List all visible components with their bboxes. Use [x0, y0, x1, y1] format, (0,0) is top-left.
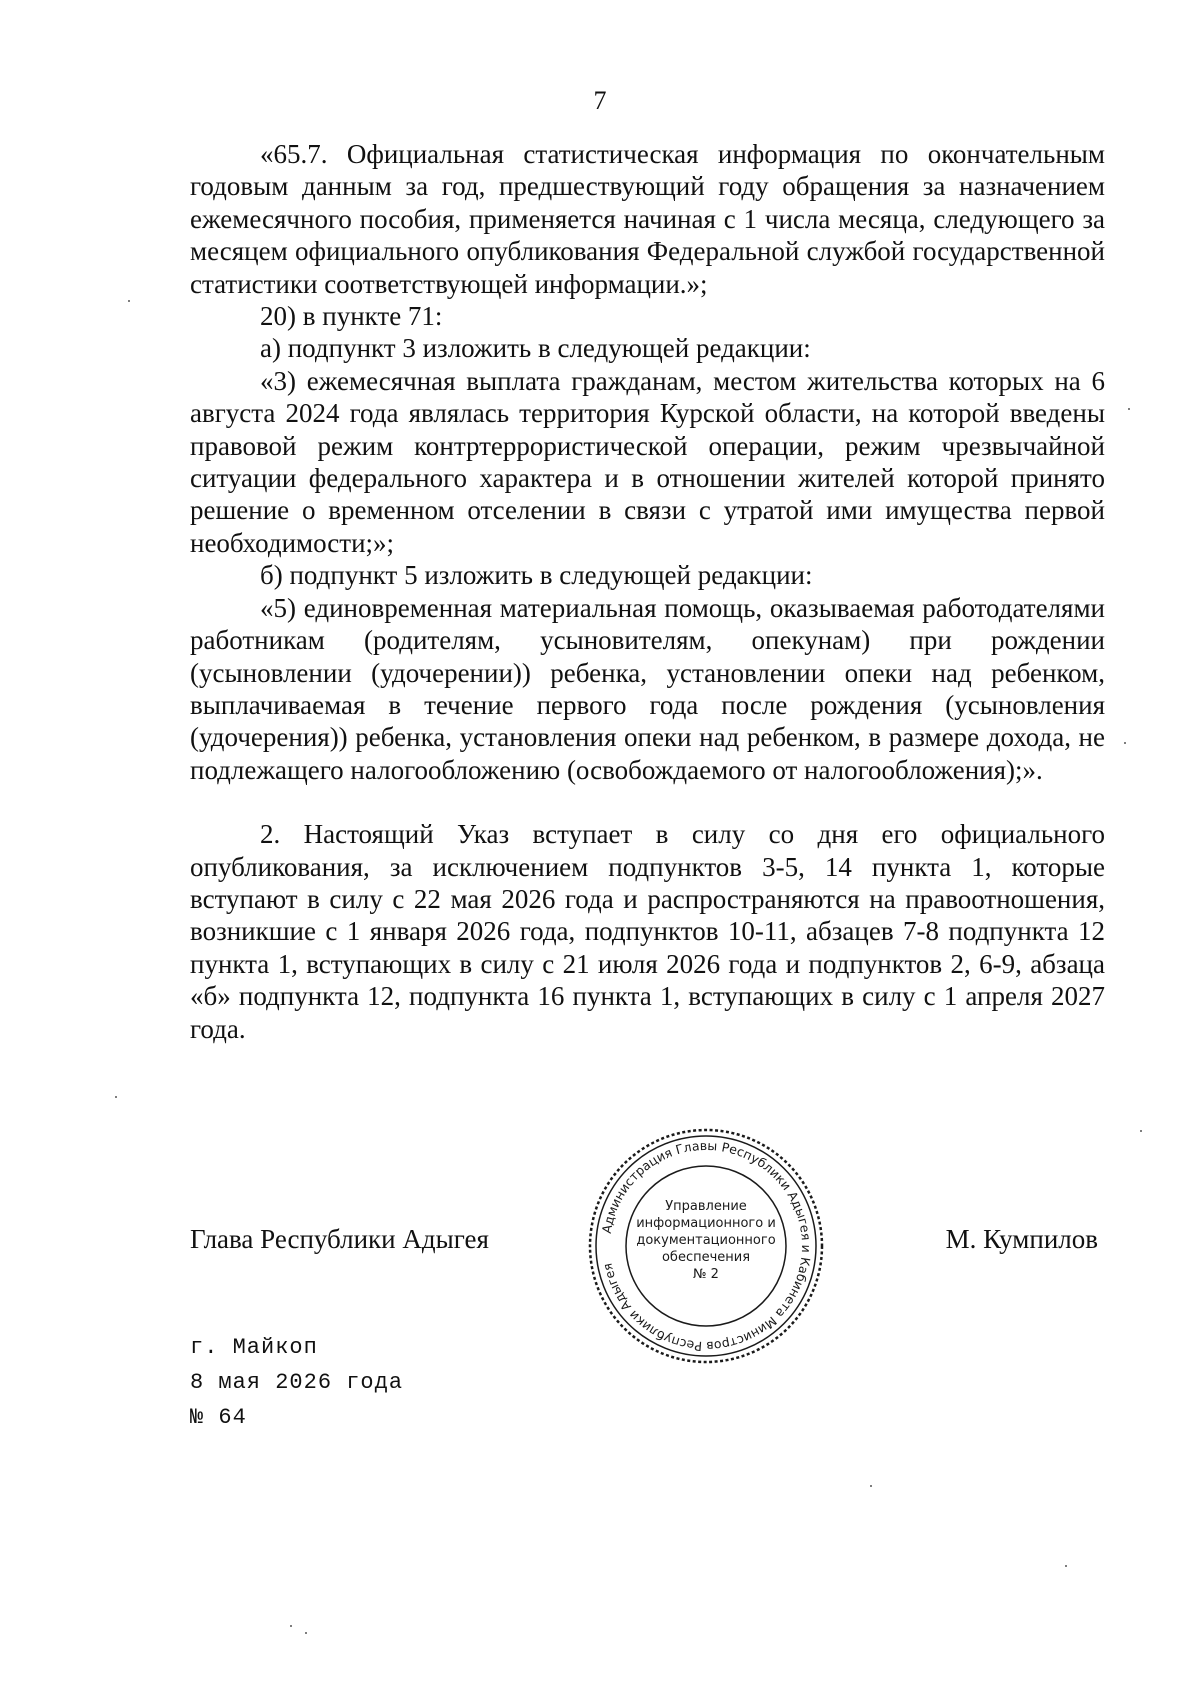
seal-center-line-3: документационного — [636, 1233, 776, 1248]
seal-center-line-4: обеспечения — [661, 1250, 751, 1265]
paragraph-subitem-b: б) подпункт 5 изложить в следующей редакции: — [260, 560, 813, 591]
paragraph-subitem-a: а) подпункт 3 изложить в следующей редакции: — [260, 333, 811, 364]
paragraph-entry-into-force: 2. Настоящий Указ вступает в силу со дня его официального опубликования, за исключением подпунктов 3-5, 14 пункта 1, которые вступают в силу с 22 мая 2026 года и распространяются на правоотношения, возникшие с 1 января 2026 года, подпунктов 10-11, абзацев 7-8 подпункта 12 пункта 1, вступающих в силу с 21 июля 2026 года и подпунктов 2, 6-9, абзаца «б» подпункта 12, подпункта 16 пункта 1, вступающих в силу с 1 апреля 2027 года. — [190, 819, 1105, 1044]
signatory-title: Глава Республики Адыгея — [190, 1224, 489, 1254]
seal-center-line-5: № 2 — [693, 1267, 719, 1282]
paragraph-item-20: 20) в пункте 71: — [260, 301, 443, 332]
seal-outer-text: Администрация Главы Республики Адыгея и Кабинета Министров Республики Адыгея — [598, 1137, 815, 1355]
scan-speck — [115, 1096, 117, 1098]
place-date-number — [190, 1330, 403, 1435]
signing-date: 8 мая 2026 года — [190, 1370, 404, 1395]
official-seal — [584, 1126, 828, 1366]
decree-number: № 64 — [190, 1405, 247, 1430]
paragraph-subitem-3-text: «3) ежемесячная выплата гражданам, местом жительства которых на 6 августа 2024 года являлась территория Курской области, на которой введены правовой режим контртеррористической операции, режим чрезвычайной ситуации федерального характера и в отношении жителей которой принято решение о временном отселении в связи с утратой ими имущества первой необходимости;»; — [190, 365, 1105, 558]
document-body — [190, 138, 1105, 1045]
scan-speck — [1124, 742, 1126, 744]
paragraph-65-7: «65.7. Официальная статистическая информация по окончательным годовым данным за год, предшествующий году обращения за назначением ежемесячного пособия, применяется начиная с 1 числа месяца, следующего за месяцем официального опубликования Федеральной службой государственной статистики соответствующей информации.»; — [190, 139, 1105, 299]
place-of-signing: г. Майкоп — [190, 1335, 318, 1360]
paragraph-subitem-5-text: «5) единовременная материальная помощь, оказываемая работодателями работникам (родителям, усыновителям, опекунам) при рождении (усыновлении (удочерении)) ребенка, установлении опеки над ребенком, выплачиваемая в течение первого года после рождения (усыновления (удочерения)) ребенка, установления опеки над ребенком, в размере дохода, не подлежащего налогообложению (освобождаемого от налогообложения);». — [190, 592, 1105, 785]
scan-speck — [1140, 1130, 1142, 1132]
scan-speck — [1128, 408, 1130, 410]
scan-speck — [128, 300, 130, 302]
page-number: 7 — [593, 86, 607, 115]
scan-speck — [290, 1625, 292, 1627]
seal-center-line-1: Управление — [665, 1199, 747, 1214]
scan-speck — [305, 1632, 307, 1634]
scan-speck — [870, 1485, 872, 1487]
signatory-name: М. Кумпилов — [945, 1224, 1098, 1254]
seal-center-line-2: информационного и — [636, 1216, 776, 1231]
scan-speck — [1065, 1565, 1067, 1567]
